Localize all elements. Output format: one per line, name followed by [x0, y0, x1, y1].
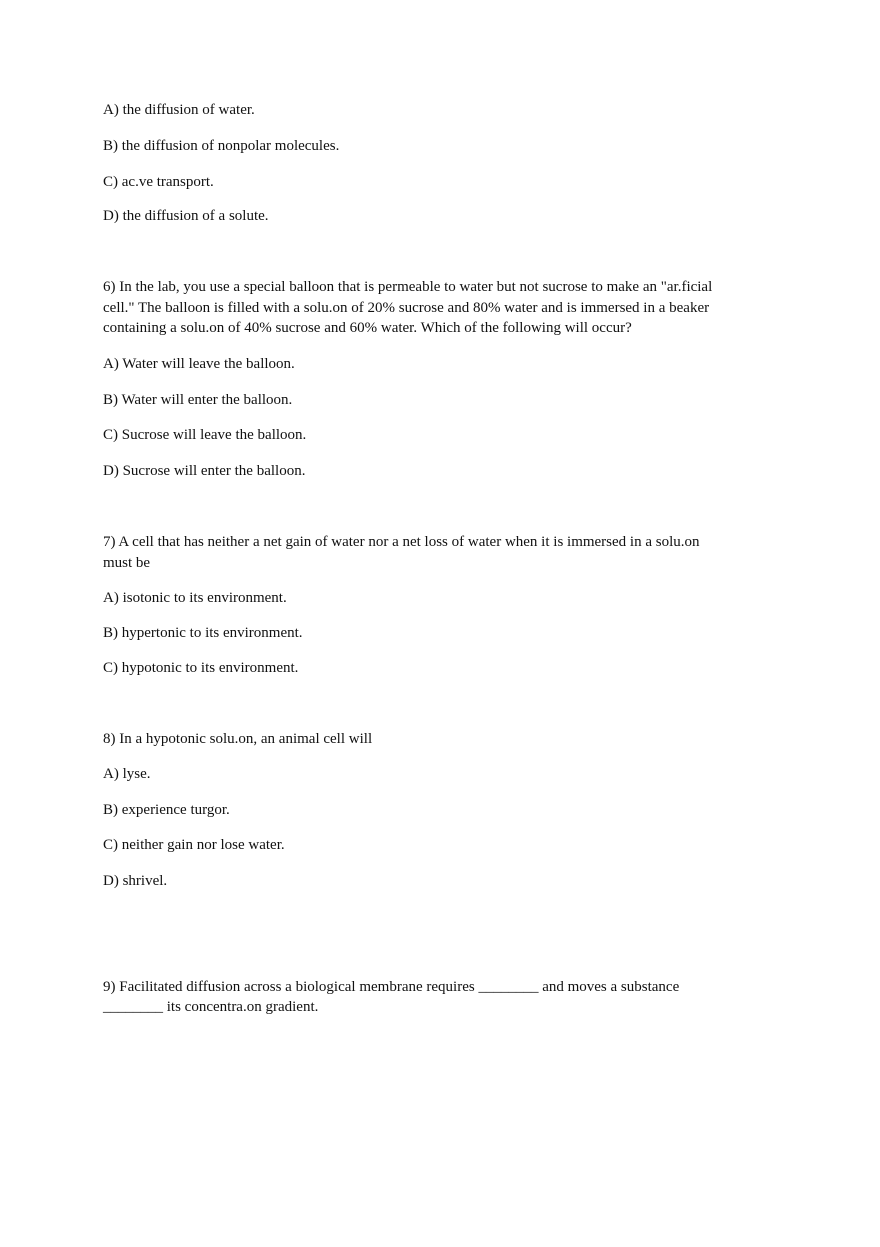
question-stem-line: 7) A cell that has neither a net gain of water nor a net loss of water when it is immersed in a solu.on	[103, 534, 700, 550]
option-d: D) the diffusion of a solute.	[103, 208, 269, 224]
option-c: C) neither gain nor lose water.	[103, 837, 285, 853]
option-d: D) shrivel.	[103, 873, 168, 889]
question-stem-line: 8) In a hypotonic solu.on, an animal cell will	[103, 731, 373, 747]
option-c: C) ac.ve transport.	[103, 174, 214, 190]
option-a: A) lyse.	[103, 766, 151, 782]
question-stem-line: cell." The balloon is filled with a solu.on of 20% sucrose and 80% water and is immersed in a beaker	[103, 300, 710, 316]
option-a: A) Water will leave the balloon.	[103, 356, 295, 372]
option-b: B) the diffusion of nonpolar molecules.	[103, 138, 340, 154]
question-stem-line: 6) In the lab, you use a special balloon that is permeable to water but not sucrose to make an "ar.ficial	[103, 279, 713, 295]
question-stem-line: 9) Facilitated diffusion across a biological membrane requires ________ and moves a substance	[103, 979, 680, 995]
option-c: C) Sucrose will leave the balloon.	[103, 427, 307, 443]
question-stem-line: ________ its concentra.on gradient.	[103, 999, 319, 1015]
option-b: B) experience turgor.	[103, 802, 230, 818]
option-b: B) hypertonic to its environment.	[103, 625, 303, 641]
option-c: C) hypotonic to its environment.	[103, 660, 299, 676]
option-a: A) the diffusion of water.	[103, 102, 255, 118]
option-b: B) Water will enter the balloon.	[103, 392, 293, 408]
question-stem-line: containing a solu.on of 40% sucrose and 60% water. Which of the following will occur?	[103, 320, 632, 336]
option-a: A) isotonic to its environment.	[103, 590, 287, 606]
option-d: D) Sucrose will enter the balloon.	[103, 463, 306, 479]
question-stem-line: must be	[103, 555, 151, 571]
